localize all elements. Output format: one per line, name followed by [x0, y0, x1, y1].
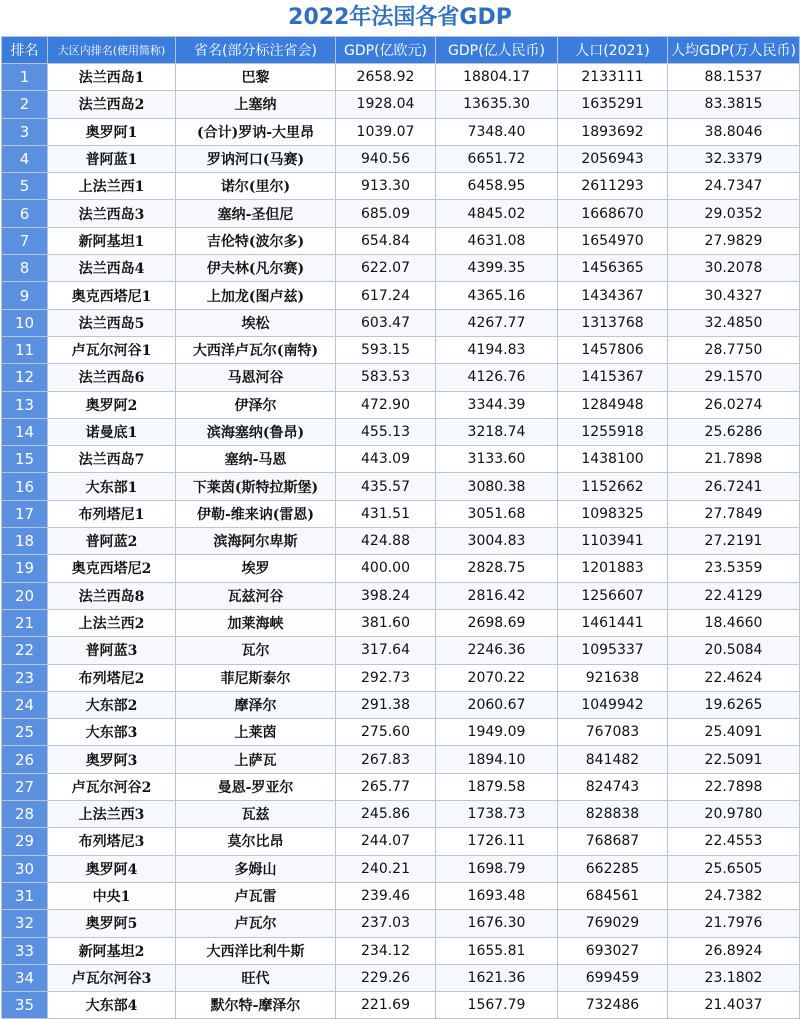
gdp-eur-cell: 583.53	[336, 364, 436, 391]
gdp-eur-cell: 622.07	[336, 255, 436, 282]
table-row	[2, 773, 800, 800]
region-rank-cell: 法兰西岛3	[48, 200, 176, 227]
province-cell: 默尔特-摩泽尔	[176, 992, 336, 1019]
province-cell: 埃松	[176, 309, 336, 336]
province-cell: 曼恩-罗亚尔	[176, 773, 336, 800]
province-cell: 上加龙(图卢兹)	[176, 282, 336, 309]
region-rank-cell: 中央1	[48, 882, 176, 909]
gdp-eur-cell: 685.09	[336, 200, 436, 227]
population-cell: 1201883	[558, 555, 668, 582]
gdp-eur-cell: 617.24	[336, 282, 436, 309]
table-row	[2, 200, 800, 227]
header-gdp-per-capita: 人均GDP(万人民币)	[668, 37, 800, 64]
gdp-cny-cell: 3004.83	[436, 528, 558, 555]
province-cell: 塞纳-圣但尼	[176, 200, 336, 227]
province-cell: 罗讷河口(马赛)	[176, 145, 336, 172]
header-region-rank: 大区内排名(使用简称)	[48, 37, 176, 64]
population-cell: 1654970	[558, 227, 668, 254]
gdp-cny-cell: 3051.68	[436, 500, 558, 527]
table-row	[2, 746, 800, 773]
header-population: 人口(2021)	[558, 37, 668, 64]
province-cell: 吉伦特(波尔多)	[176, 227, 336, 254]
gdp-per-capita-cell: 32.4850	[668, 309, 800, 336]
gdp-cny-cell: 18804.17	[436, 64, 558, 91]
province-cell: 下莱茵(斯特拉斯堡)	[176, 473, 336, 500]
region-rank-cell: 大东部1	[48, 473, 176, 500]
gdp-per-capita-cell: 21.4037	[668, 992, 800, 1019]
rank-cell: 9	[2, 282, 48, 309]
gdp-cny-cell: 2816.42	[436, 582, 558, 609]
gdp-eur-cell: 291.38	[336, 691, 436, 718]
population-cell: 767083	[558, 719, 668, 746]
gdp-eur-cell: 267.83	[336, 746, 436, 773]
gdp-eur-cell: 2658.92	[336, 64, 436, 91]
region-rank-cell: 上法兰西2	[48, 609, 176, 636]
gdp-eur-cell: 234.12	[336, 937, 436, 964]
population-cell: 1098325	[558, 500, 668, 527]
population-cell: 841482	[558, 746, 668, 773]
table-row	[2, 473, 800, 500]
gdp-cny-cell: 6458.95	[436, 173, 558, 200]
table-row	[2, 255, 800, 282]
rank-cell: 22	[2, 637, 48, 664]
gdp-eur-cell: 245.86	[336, 801, 436, 828]
table-row	[2, 882, 800, 909]
gdp-eur-cell: 229.26	[336, 964, 436, 991]
province-cell: 莫尔比昂	[176, 828, 336, 855]
table-row	[2, 391, 800, 418]
rank-cell: 20	[2, 582, 48, 609]
gdp-eur-cell: 237.03	[336, 910, 436, 937]
population-cell: 1103941	[558, 528, 668, 555]
province-cell: 马恩河谷	[176, 364, 336, 391]
gdp-per-capita-cell: 20.5084	[668, 637, 800, 664]
gdp-eur-cell: 1039.07	[336, 118, 436, 145]
gdp-cny-cell: 1949.09	[436, 719, 558, 746]
gdp-per-capita-cell: 27.7849	[668, 500, 800, 527]
gdp-per-capita-cell: 29.1570	[668, 364, 800, 391]
table-row	[2, 801, 800, 828]
province-cell: 塞纳-马恩	[176, 446, 336, 473]
gdp-cny-cell: 1621.36	[436, 964, 558, 991]
region-rank-cell: 法兰西岛5	[48, 309, 176, 336]
gdp-per-capita-cell: 25.6505	[668, 855, 800, 882]
gdp-per-capita-cell: 88.1537	[668, 64, 800, 91]
gdp-eur-cell: 240.21	[336, 855, 436, 882]
population-cell: 1095337	[558, 637, 668, 664]
province-cell: 菲尼斯泰尔	[176, 664, 336, 691]
gdp-cny-cell: 1726.11	[436, 828, 558, 855]
gdp-cny-cell: 13635.30	[436, 91, 558, 118]
province-cell: 大西洋比利牛斯	[176, 937, 336, 964]
gdp-eur-cell: 1928.04	[336, 91, 436, 118]
table-row	[2, 937, 800, 964]
population-cell: 1152662	[558, 473, 668, 500]
gdp-cny-cell: 4845.02	[436, 200, 558, 227]
population-cell: 1434367	[558, 282, 668, 309]
gdp-per-capita-cell: 30.4327	[668, 282, 800, 309]
table-row	[2, 910, 800, 937]
rank-cell: 33	[2, 937, 48, 964]
region-rank-cell: 大东部2	[48, 691, 176, 718]
table-row	[2, 828, 800, 855]
population-cell: 684561	[558, 882, 668, 909]
gdp-cny-cell: 1879.58	[436, 773, 558, 800]
gdp-eur-cell: 654.84	[336, 227, 436, 254]
region-rank-cell: 卢瓦尔河谷3	[48, 964, 176, 991]
province-cell: 旺代	[176, 964, 336, 991]
province-cell: 诺尔(里尔)	[176, 173, 336, 200]
rank-cell: 23	[2, 664, 48, 691]
gdp-per-capita-cell: 23.5359	[668, 555, 800, 582]
table-row	[2, 173, 800, 200]
gdp-eur-cell: 221.69	[336, 992, 436, 1019]
gdp-cny-cell: 1693.48	[436, 882, 558, 909]
rank-cell: 24	[2, 691, 48, 718]
population-cell: 768687	[558, 828, 668, 855]
table-row	[2, 855, 800, 882]
rank-cell: 26	[2, 746, 48, 773]
gdp-per-capita-cell: 24.7382	[668, 882, 800, 909]
population-cell: 828838	[558, 801, 668, 828]
gdp-per-capita-cell: 83.3815	[668, 91, 800, 118]
gdp-eur-cell: 431.51	[336, 500, 436, 527]
region-rank-cell: 奥罗阿1	[48, 118, 176, 145]
province-cell: 滨海阿尔卑斯	[176, 528, 336, 555]
rank-cell: 6	[2, 200, 48, 227]
gdp-cny-cell: 2060.67	[436, 691, 558, 718]
region-rank-cell: 普阿蓝1	[48, 145, 176, 172]
region-rank-cell: 法兰西岛8	[48, 582, 176, 609]
population-cell: 1668670	[558, 200, 668, 227]
gdp-eur-cell: 940.56	[336, 145, 436, 172]
province-cell: 卢瓦雷	[176, 882, 336, 909]
table-row	[2, 691, 800, 718]
header-rank: 排名	[2, 37, 48, 64]
table-row	[2, 992, 800, 1019]
region-rank-cell: 法兰西岛7	[48, 446, 176, 473]
gdp-eur-cell: 435.57	[336, 473, 436, 500]
rank-cell: 19	[2, 555, 48, 582]
gdp-per-capita-cell: 27.2191	[668, 528, 800, 555]
gdp-per-capita-cell: 22.5091	[668, 746, 800, 773]
gdp-cny-cell: 1894.10	[436, 746, 558, 773]
region-rank-cell: 法兰西岛6	[48, 364, 176, 391]
region-rank-cell: 卢瓦尔河谷1	[48, 336, 176, 363]
population-cell: 1284948	[558, 391, 668, 418]
gdp-eur-cell: 593.15	[336, 336, 436, 363]
gdp-eur-cell: 443.09	[336, 446, 436, 473]
population-cell: 824743	[558, 773, 668, 800]
province-cell: 伊勒-维来讷(雷恩)	[176, 500, 336, 527]
table-row	[2, 637, 800, 664]
province-cell: 伊泽尔	[176, 391, 336, 418]
gdp-cny-cell: 2070.22	[436, 664, 558, 691]
province-cell: 埃罗	[176, 555, 336, 582]
gdp-per-capita-cell: 32.3379	[668, 145, 800, 172]
region-rank-cell: 奥克西塔尼2	[48, 555, 176, 582]
gdp-eur-cell: 472.90	[336, 391, 436, 418]
gdp-cny-cell: 6651.72	[436, 145, 558, 172]
gdp-cny-cell: 4631.08	[436, 227, 558, 254]
gdp-cny-cell: 2698.69	[436, 609, 558, 636]
gdp-eur-cell: 381.60	[336, 609, 436, 636]
rank-cell: 25	[2, 719, 48, 746]
gdp-cny-cell: 3080.38	[436, 473, 558, 500]
header-row	[2, 37, 800, 64]
region-rank-cell: 普阿蓝2	[48, 528, 176, 555]
province-cell: 大西洋卢瓦尔(南特)	[176, 336, 336, 363]
rank-cell: 10	[2, 309, 48, 336]
population-cell: 699459	[558, 964, 668, 991]
population-cell: 1635291	[558, 91, 668, 118]
population-cell: 921638	[558, 664, 668, 691]
gdp-per-capita-cell: 25.6286	[668, 418, 800, 445]
region-rank-cell: 普阿蓝3	[48, 637, 176, 664]
region-rank-cell: 法兰西岛4	[48, 255, 176, 282]
gdp-cny-cell: 4399.35	[436, 255, 558, 282]
gdp-eur-cell: 292.73	[336, 664, 436, 691]
rank-cell: 27	[2, 773, 48, 800]
gdp-eur-cell: 400.00	[336, 555, 436, 582]
gdp-per-capita-cell: 24.7347	[668, 173, 800, 200]
table-row	[2, 309, 800, 336]
gdp-per-capita-cell: 19.6265	[668, 691, 800, 718]
province-cell: 加莱海峡	[176, 609, 336, 636]
population-cell: 2611293	[558, 173, 668, 200]
rank-cell: 14	[2, 418, 48, 445]
region-rank-cell: 法兰西岛1	[48, 64, 176, 91]
table-row	[2, 555, 800, 582]
table-row	[2, 118, 800, 145]
region-rank-cell: 法兰西岛2	[48, 91, 176, 118]
region-rank-cell: 布列塔尼3	[48, 828, 176, 855]
population-cell: 1049942	[558, 691, 668, 718]
population-cell: 769029	[558, 910, 668, 937]
page-title: 2022年法国各省GDP	[288, 5, 512, 30]
population-cell: 1415367	[558, 364, 668, 391]
rank-cell: 7	[2, 227, 48, 254]
rank-cell: 28	[2, 801, 48, 828]
gdp-table	[1, 36, 800, 1019]
rank-cell: 21	[2, 609, 48, 636]
gdp-cny-cell: 1676.30	[436, 910, 558, 937]
rank-cell: 31	[2, 882, 48, 909]
gdp-cny-cell: 3218.74	[436, 418, 558, 445]
rank-cell: 29	[2, 828, 48, 855]
gdp-eur-cell: 275.60	[336, 719, 436, 746]
table-row	[2, 500, 800, 527]
gdp-per-capita-cell: 20.9780	[668, 801, 800, 828]
table-row	[2, 145, 800, 172]
rank-cell: 3	[2, 118, 48, 145]
table-row	[2, 227, 800, 254]
gdp-per-capita-cell: 18.4660	[668, 609, 800, 636]
region-rank-cell: 诺曼底1	[48, 418, 176, 445]
population-cell: 1457806	[558, 336, 668, 363]
rank-cell: 16	[2, 473, 48, 500]
region-rank-cell: 新阿基坦2	[48, 937, 176, 964]
province-cell: 上萨瓦	[176, 746, 336, 773]
population-cell: 1256607	[558, 582, 668, 609]
gdp-eur-cell: 398.24	[336, 582, 436, 609]
region-rank-cell: 奥克西塔尼1	[48, 282, 176, 309]
table-row	[2, 664, 800, 691]
rank-cell: 18	[2, 528, 48, 555]
table-row	[2, 91, 800, 118]
population-cell: 1255918	[558, 418, 668, 445]
table-row	[2, 364, 800, 391]
rank-cell: 13	[2, 391, 48, 418]
table-row	[2, 609, 800, 636]
gdp-per-capita-cell: 30.2078	[668, 255, 800, 282]
rank-cell: 8	[2, 255, 48, 282]
header-province: 省名(部分标注省会)	[176, 37, 336, 64]
table-row	[2, 64, 800, 91]
gdp-eur-cell: 424.88	[336, 528, 436, 555]
region-rank-cell: 布列塔尼1	[48, 500, 176, 527]
gdp-eur-cell: 913.30	[336, 173, 436, 200]
rank-cell: 15	[2, 446, 48, 473]
region-rank-cell: 奥罗阿5	[48, 910, 176, 937]
gdp-per-capita-cell: 26.7241	[668, 473, 800, 500]
table-row	[2, 964, 800, 991]
rank-cell: 32	[2, 910, 48, 937]
population-cell: 2133111	[558, 64, 668, 91]
province-cell: 卢瓦尔	[176, 910, 336, 937]
gdp-cny-cell: 7348.40	[436, 118, 558, 145]
table-row	[2, 446, 800, 473]
gdp-per-capita-cell: 28.7750	[668, 336, 800, 363]
rank-cell: 34	[2, 964, 48, 991]
gdp-cny-cell: 2828.75	[436, 555, 558, 582]
rank-cell: 35	[2, 992, 48, 1019]
gdp-per-capita-cell: 21.7976	[668, 910, 800, 937]
region-rank-cell: 奥罗阿2	[48, 391, 176, 418]
table-row	[2, 719, 800, 746]
rank-cell: 11	[2, 336, 48, 363]
population-cell: 1461441	[558, 609, 668, 636]
population-cell: 1438100	[558, 446, 668, 473]
population-cell: 1893692	[558, 118, 668, 145]
gdp-cny-cell: 4267.77	[436, 309, 558, 336]
province-cell: 摩泽尔	[176, 691, 336, 718]
gdp-per-capita-cell: 22.4553	[668, 828, 800, 855]
population-cell: 1456365	[558, 255, 668, 282]
region-rank-cell: 奥罗阿4	[48, 855, 176, 882]
gdp-cny-cell: 1738.73	[436, 801, 558, 828]
table-row	[2, 336, 800, 363]
gdp-cny-cell: 4126.76	[436, 364, 558, 391]
gdp-per-capita-cell: 26.0274	[668, 391, 800, 418]
province-cell: 上塞纳	[176, 91, 336, 118]
province-cell: 伊夫林(凡尔赛)	[176, 255, 336, 282]
gdp-per-capita-cell: 26.8924	[668, 937, 800, 964]
table-row	[2, 528, 800, 555]
gdp-per-capita-cell: 22.4129	[668, 582, 800, 609]
region-rank-cell: 大东部4	[48, 992, 176, 1019]
table-row	[2, 418, 800, 445]
gdp-eur-cell: 603.47	[336, 309, 436, 336]
gdp-per-capita-cell: 27.9829	[668, 227, 800, 254]
province-cell: 巴黎	[176, 64, 336, 91]
gdp-cny-cell: 2246.36	[436, 637, 558, 664]
gdp-cny-cell: 4365.16	[436, 282, 558, 309]
gdp-cny-cell: 1698.79	[436, 855, 558, 882]
region-rank-cell: 上法兰西3	[48, 801, 176, 828]
region-rank-cell: 奥罗阿3	[48, 746, 176, 773]
gdp-per-capita-cell: 21.7898	[668, 446, 800, 473]
province-cell: 滨海塞纳(鲁昂)	[176, 418, 336, 445]
rank-cell: 2	[2, 91, 48, 118]
gdp-cny-cell: 4194.83	[436, 336, 558, 363]
table-row	[2, 582, 800, 609]
province-cell: (合计)罗讷-大里昂	[176, 118, 336, 145]
header-gdp-eur: GDP(亿欧元)	[336, 37, 436, 64]
population-cell: 662285	[558, 855, 668, 882]
province-cell: 瓦兹	[176, 801, 336, 828]
rank-cell: 1	[2, 64, 48, 91]
population-cell: 693027	[558, 937, 668, 964]
gdp-per-capita-cell: 29.0352	[668, 200, 800, 227]
region-rank-cell: 卢瓦尔河谷2	[48, 773, 176, 800]
gdp-cny-cell: 1567.79	[436, 992, 558, 1019]
gdp-per-capita-cell: 38.8046	[668, 118, 800, 145]
region-rank-cell: 布列塔尼2	[48, 664, 176, 691]
header-gdp-cny: GDP(亿人民币)	[436, 37, 558, 64]
gdp-cny-cell: 1655.81	[436, 937, 558, 964]
population-cell: 1313768	[558, 309, 668, 336]
table-row	[2, 282, 800, 309]
gdp-cny-cell: 3344.39	[436, 391, 558, 418]
province-cell: 上莱茵	[176, 719, 336, 746]
gdp-cny-cell: 3133.60	[436, 446, 558, 473]
gdp-eur-cell: 317.64	[336, 637, 436, 664]
gdp-per-capita-cell: 23.1802	[668, 964, 800, 991]
gdp-eur-cell: 244.07	[336, 828, 436, 855]
population-cell: 2056943	[558, 145, 668, 172]
region-rank-cell: 新阿基坦1	[48, 227, 176, 254]
province-cell: 瓦尔	[176, 637, 336, 664]
gdp-eur-cell: 455.13	[336, 418, 436, 445]
rank-cell: 30	[2, 855, 48, 882]
gdp-per-capita-cell: 25.4091	[668, 719, 800, 746]
province-cell: 多姆山	[176, 855, 336, 882]
population-cell: 732486	[558, 992, 668, 1019]
rank-cell: 5	[2, 173, 48, 200]
rank-cell: 12	[2, 364, 48, 391]
region-rank-cell: 大东部3	[48, 719, 176, 746]
gdp-per-capita-cell: 22.4624	[668, 664, 800, 691]
gdp-per-capita-cell: 22.7898	[668, 773, 800, 800]
rank-cell: 17	[2, 500, 48, 527]
gdp-eur-cell: 265.77	[336, 773, 436, 800]
province-cell: 瓦兹河谷	[176, 582, 336, 609]
rank-cell: 4	[2, 145, 48, 172]
region-rank-cell: 上法兰西1	[48, 173, 176, 200]
gdp-eur-cell: 239.46	[336, 882, 436, 909]
